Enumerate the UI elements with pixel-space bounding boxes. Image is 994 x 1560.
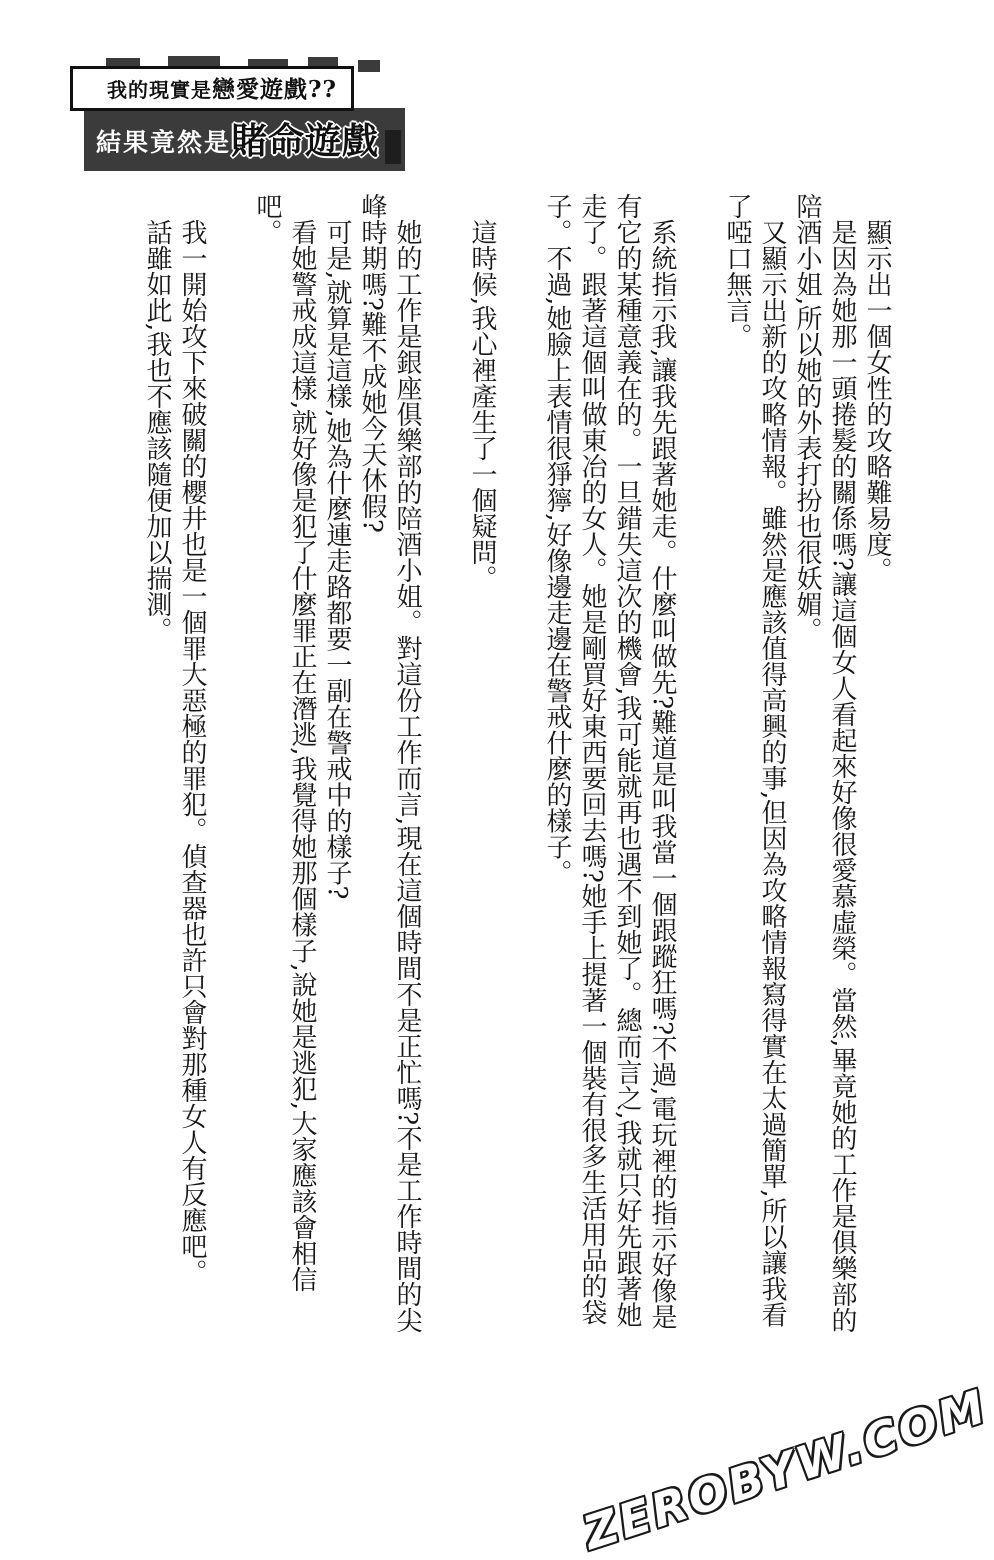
novel-paragraph: 這時候,我心裡產生了一個疑問。 bbox=[467, 219, 497, 592]
novel-paragraph: 我一開始攻下來破關的櫻井也是一個罪大惡極的罪犯。偵查器也許只會對那種女人有反應吧。 bbox=[177, 219, 207, 1285]
logo-title-bar bbox=[84, 108, 405, 171]
novel-paragraph: 話雖如此,我也不應該隨便加以揣測。 bbox=[142, 219, 172, 644]
logo-edge-block bbox=[385, 130, 401, 164]
novel-paragraph: 系統指示我,讓我先跟著她走。什麼叫做先?難道是叫我當一個跟蹤狂嗎?不過,電玩裡的指示好像是有它的某種意義在的。一旦錯失這次的機會,我可能就再也遇不到她了。總而言之,我就只好先跟著她走了。跟著這個叫做東冶的女人。她是剛買好東西要回去嗎?她手上提著一個裝有很多生活用品的袋子。不過,她臉上表情很猙獰,好像邊走邊在警戒什麼的樣子。 bbox=[542, 193, 677, 1330]
logo-subtitle-prefix: 我的現實是 bbox=[107, 78, 212, 102]
logo-subtitle-emphasis: 戀愛遊戲?? bbox=[212, 76, 337, 103]
novel-paragraph: 顯示出一個女性的攻略難易度。 bbox=[862, 219, 892, 583]
logo-title-prefix: 結果竟然是 bbox=[96, 128, 232, 157]
logo-title-main: 賭命遊戲 bbox=[231, 120, 380, 162]
novel-text-block bbox=[139, 193, 894, 1343]
site-watermark: ZEROBYW.COM bbox=[576, 1378, 994, 1560]
series-logo bbox=[70, 56, 400, 171]
novel-paragraph: 是因為她那一頭捲髮的關係嗎?讓這個女人看起來好像很愛慕虛榮。當然,畢竟她的工作是俱樂部的陪酒小姐,所以她的外表打扮也很妖媚。 bbox=[792, 193, 857, 1334]
novel-paragraph: 可是,就算是這樣,她為什麼連走路都要一副在警戒中的樣子? bbox=[322, 219, 352, 900]
novel-paragraph: 她的工作是銀座俱樂部的陪酒小姐。對這份工作而言,現在這個時間不是正忙嗎?不是工作時間的尖峰時期嗎?難不成她今天休假? bbox=[357, 193, 422, 1334]
novel-paragraph: 又顯示出新的攻略情報。雖然是應該值得高興的事,但因為攻略情報寫得實在太過簡單,所以讓我看了啞口無言。 bbox=[722, 193, 787, 1328]
novel-paragraph: 看她警戒成這樣,就好像是犯了什麼罪正在潛逃,我覺得她那個樣子,說她是逃犯,大家應該會相信吧。 bbox=[252, 193, 317, 1293]
logo-subtitle-box bbox=[70, 66, 354, 111]
logo-decoration-block bbox=[358, 60, 380, 72]
